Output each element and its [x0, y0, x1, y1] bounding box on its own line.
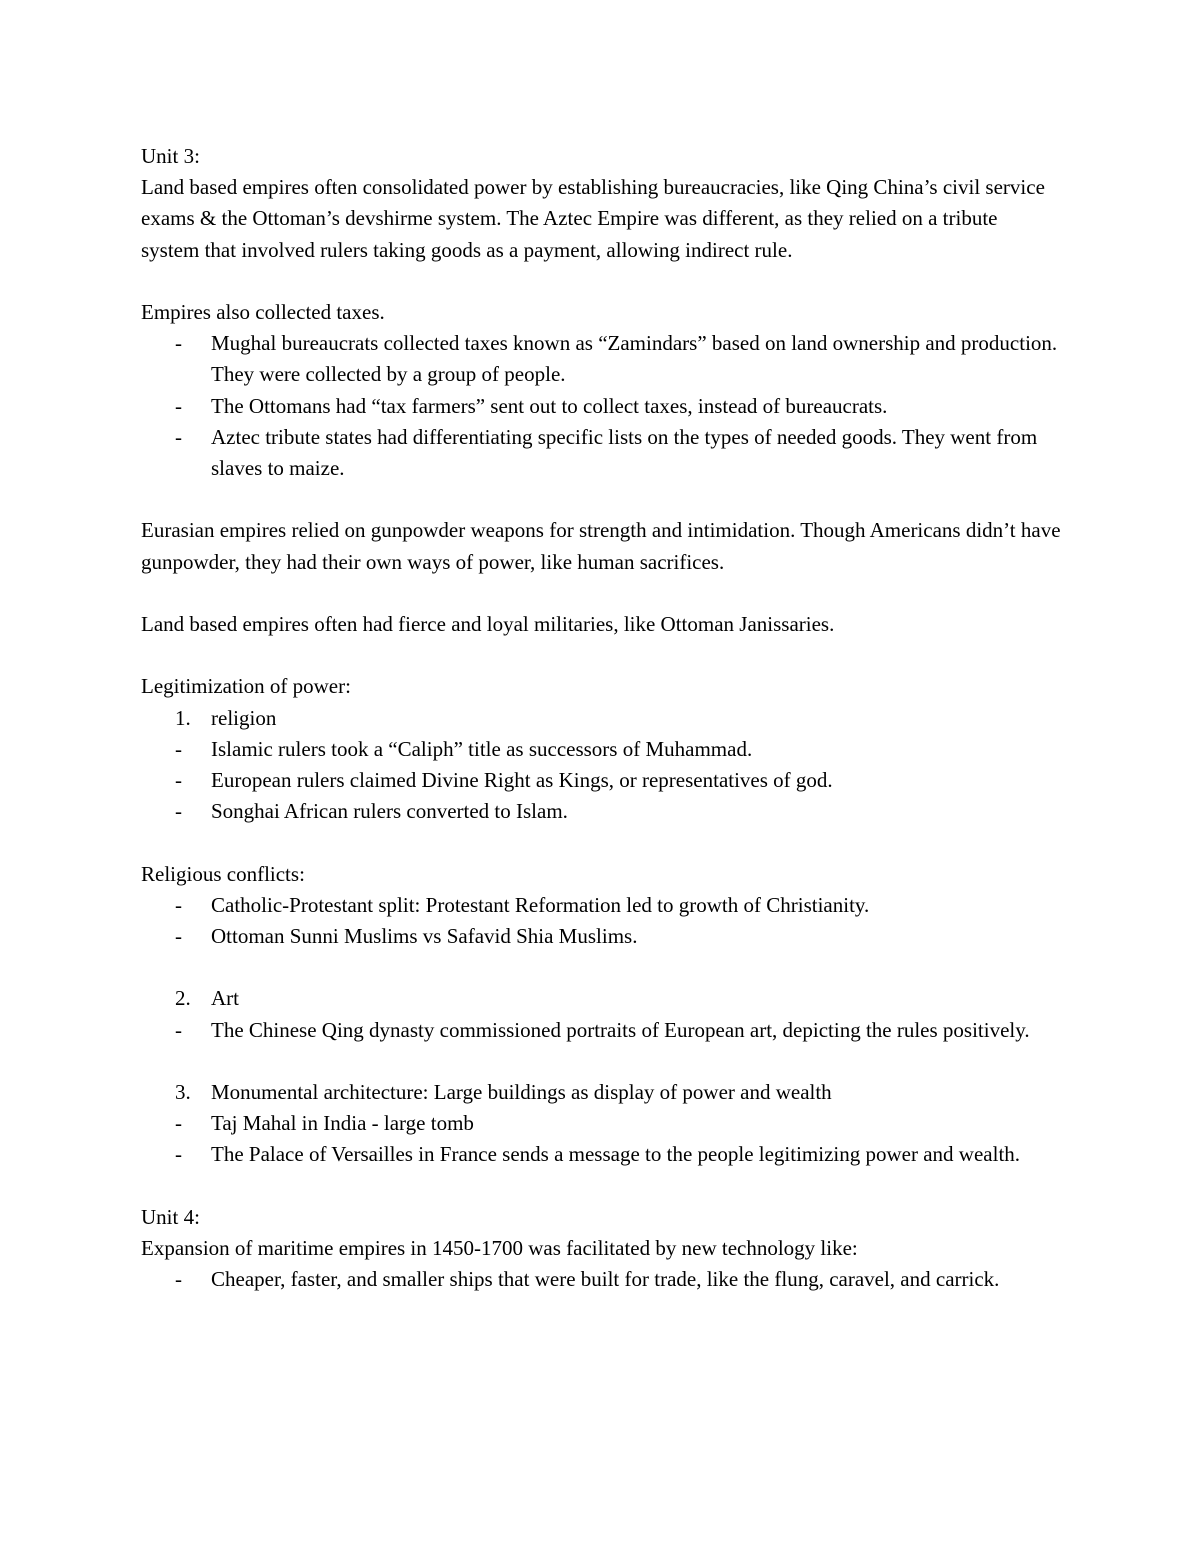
numbered-item-religion: 1. religion [141, 703, 1061, 734]
dash-bullet: - [175, 924, 182, 948]
numbered-item-architecture: 3. Monumental architecture: Large buildings as display of power and wealth [141, 1077, 1061, 1108]
unit4-intro: Expansion of maritime empires in 1450-1700 was facilitated by new technology like: [141, 1235, 858, 1260]
list-item: - The Ottomans had “tax farmers” sent out to collect taxes, instead of bureaucrats. [141, 391, 1061, 422]
number-marker: 3. [175, 1079, 191, 1104]
religion-heading-list [141, 703, 1061, 734]
number-marker: 2. [175, 986, 191, 1011]
list-item: - Taj Mahal in India - large tomb [141, 1108, 1061, 1139]
list-item: - European rulers claimed Divine Right as Kings, or representatives of god. [141, 765, 1061, 796]
dash-bullet: - [175, 736, 182, 761]
taxes-lead: Empires also collected taxes. [141, 300, 385, 324]
number-marker: 1. [175, 705, 191, 730]
militaries-paragraph: Land based empires often had fierce and loyal militaries, like Ottoman Janissaries. [141, 612, 835, 636]
art-list [141, 1015, 1061, 1046]
dash-bullet: - [175, 331, 182, 356]
architecture-heading-list [141, 1077, 1061, 1108]
numbered-item-art: 2. Art [141, 983, 1061, 1014]
list-item: - Mughal bureaucrats collected taxes known as “Zamindars” based on land ownership and production. They were collected by a group of people. [141, 328, 1061, 390]
list-item: - Cheaper, faster, and smaller ships that were built for trade, like the flung, caravel, and carrick. [141, 1264, 1061, 1295]
list-item: - The Chinese Qing dynasty commissioned portraits of European art, depicting the rules positively. [141, 1015, 1061, 1046]
dash-bullet: - [175, 1142, 182, 1167]
unit4-heading: Unit 4: [141, 1204, 200, 1229]
list-item: - Islamic rulers took a “Caliph” title as successors of Muhammad. [141, 734, 1061, 765]
conflicts-lead: Religious conflicts: [141, 861, 305, 886]
document-body [141, 141, 1061, 1295]
gunpowder-paragraph: Eurasian empires relied on gunpowder weapons for strength and intimidation. Though Americans didn’t have gunpowder, they had their own ways of power, like human sacrifices. [141, 518, 1061, 574]
dash-bullet: - [175, 1111, 182, 1136]
list-item: - The Palace of Versailles in France sends a message to the people legitimizing power and wealth. [141, 1139, 1061, 1170]
religion-list [141, 734, 1061, 828]
dash-bullet: - [175, 424, 182, 449]
art-heading-list [141, 983, 1061, 1014]
dash-bullet: - [175, 799, 182, 824]
unit3-intro: Land based empires often consolidated power by establishing bureaucracies, like Qing China’s civil service exams & the Ottoman’s devshirme system. The Aztec Empire was different, as they relied on a tribute system that involved rulers taking goods as a payment, allowing indirect rule. [141, 175, 1045, 262]
dash-bullet: - [175, 393, 182, 418]
dash-bullet: - [175, 768, 182, 792]
dash-bullet: - [175, 1017, 182, 1042]
unit3-heading: Unit 3: [141, 144, 200, 168]
dash-bullet: - [175, 1267, 182, 1292]
architecture-list [141, 1108, 1061, 1170]
conflicts-list [141, 890, 1061, 952]
taxes-list [141, 328, 1061, 484]
list-item: - Aztec tribute states had differentiating specific lists on the types of needed goods. They went from slaves to maize. [141, 422, 1061, 484]
list-item: - Songhai African rulers converted to Islam. [141, 796, 1061, 827]
legitimization-lead: Legitimization of power: [141, 674, 351, 699]
unit4-list [141, 1264, 1061, 1295]
dash-bullet: - [175, 892, 182, 917]
list-item: - Catholic-Protestant split: Protestant Reformation led to growth of Christianity. [141, 890, 1061, 921]
list-item: - Ottoman Sunni Muslims vs Safavid Shia Muslims. [141, 921, 1061, 952]
